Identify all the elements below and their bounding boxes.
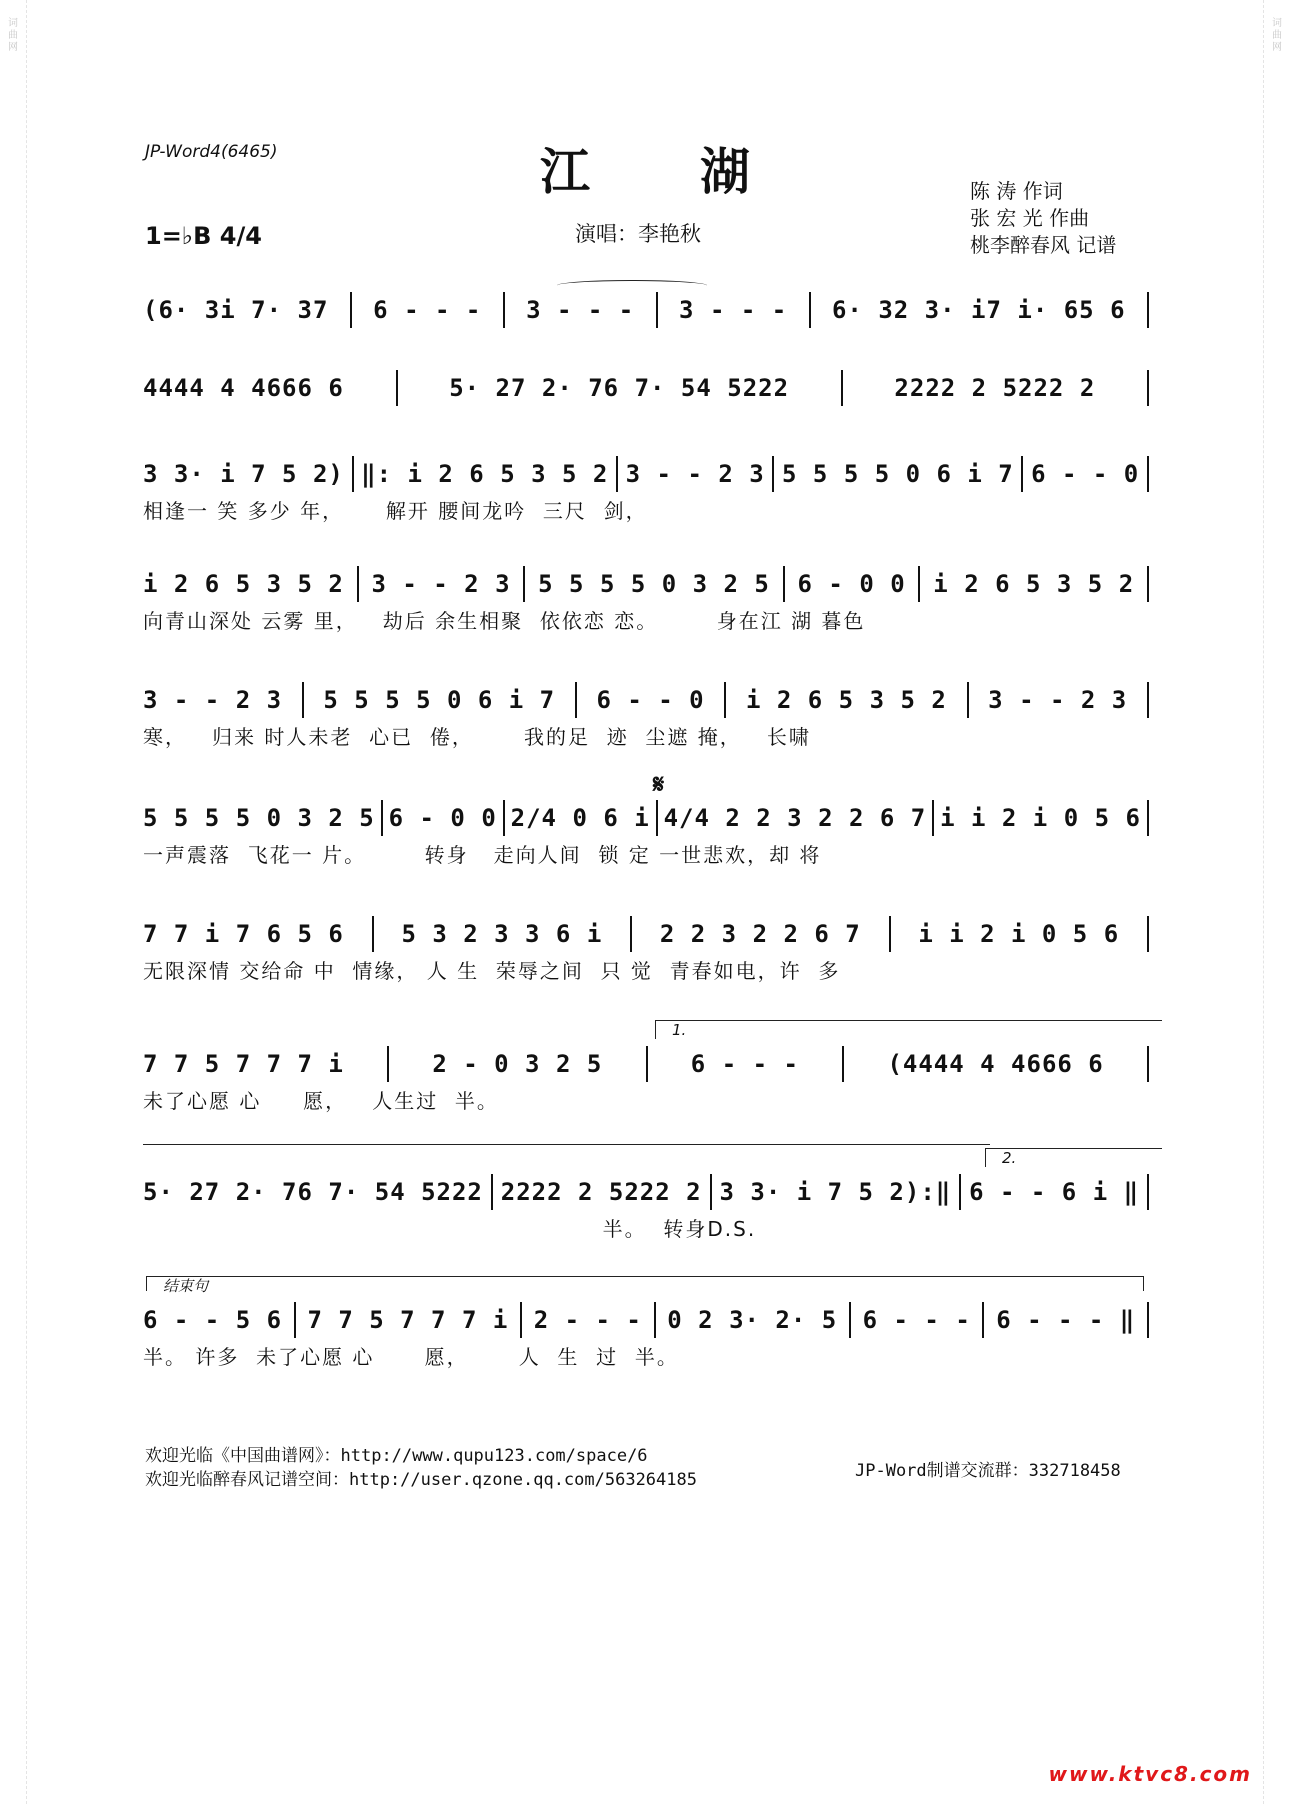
bar-line	[654, 1302, 656, 1338]
bar-line	[646, 1046, 648, 1082]
bar-line	[1147, 800, 1149, 836]
first-ending-label: 1.	[672, 1021, 687, 1039]
transcriber: 桃李醉春风 记谱	[970, 233, 1117, 257]
bar-line	[656, 292, 658, 328]
measure: 6 - 0 0	[388, 804, 497, 832]
bar-line	[381, 800, 383, 836]
lyrics-line: 一声震落 飞花一 片。 转身 走向人间 锁 定 一世悲欢，却 将	[143, 843, 822, 867]
bar-line	[710, 1174, 712, 1210]
bar-line	[724, 682, 726, 718]
measure: 6 - - 0	[596, 686, 705, 714]
bar-line	[630, 916, 632, 952]
measure: 5 3 2 3 3 6 i	[401, 920, 603, 948]
bar-line	[772, 456, 774, 492]
measure: (4444 4 4666 6	[887, 1050, 1104, 1078]
composer: 张 宏 光 作曲	[970, 206, 1090, 230]
measure: 5· 27 2· 76 7· 54 5222	[143, 1178, 483, 1206]
side-label: 词曲网	[8, 18, 18, 53]
bar-line	[1147, 566, 1149, 602]
side-watermark-left	[0, 0, 27, 1804]
first-ending	[655, 1020, 1162, 1039]
bar-line	[352, 456, 354, 492]
lyricist: 陈 涛 作词	[970, 179, 1063, 203]
lyrics-line: 相逢一 笑 多少 年， 解开 腰间龙吟 三尺 剑，	[143, 499, 648, 523]
bar-line	[967, 682, 969, 718]
lyrics-line: 半。 转身D.S.	[143, 1217, 757, 1241]
bar-line	[783, 566, 785, 602]
bar-line	[849, 1302, 851, 1338]
bar-line	[357, 566, 359, 602]
measure: 2 2 3 2 2 6 7	[659, 920, 861, 948]
page-title: 江湖	[540, 142, 860, 201]
measure: i i 2 i 0 5 6	[940, 804, 1141, 832]
measure: 3 - - 2 3	[143, 686, 283, 714]
bar-line	[889, 916, 891, 952]
coda-label: 结束句	[163, 1277, 209, 1295]
measure: 5 5 5 5 0 3 2 5	[538, 570, 770, 598]
bar-line	[656, 800, 658, 836]
bar-line	[1147, 370, 1149, 406]
bar-line	[841, 370, 843, 406]
bar-line	[1021, 456, 1023, 492]
bar-line	[1147, 456, 1149, 492]
measure: i i 2 i 0 5 6	[918, 920, 1120, 948]
measure: 6 - - -	[690, 1050, 799, 1078]
measure: 7 7 5 7 7 7 i	[307, 1306, 509, 1334]
measure: 3 - - 2 3	[371, 570, 511, 598]
bar-line	[1147, 682, 1149, 718]
lyrics-line: 无限深情 交给命 中 情缘， 人 生 荣辱之间 只 觉 青春如电，许 多	[143, 959, 841, 983]
bar-line	[491, 1174, 493, 1210]
measure: 6 - - 5 6	[143, 1306, 283, 1334]
measure: 2222 2 5222 2	[500, 1178, 702, 1206]
bar-line	[503, 292, 505, 328]
bar-line	[1147, 1046, 1149, 1082]
melody-line	[143, 1298, 1149, 1342]
measure: 6 - - - ‖	[996, 1306, 1136, 1334]
lyrics-line: 半。 许多 未了心愿 心 愿， 人 生 过 半。	[143, 1345, 679, 1369]
program-label: JP-Word4(6465)	[145, 142, 278, 162]
group-info: JP-Word制谱交流群：332718458	[855, 1461, 1121, 1481]
lyrics-line: 向青山深处 云雾 里， 劫后 余生相聚 依依恋 恋。 身在江 湖 暮色	[143, 609, 866, 633]
bar-line	[523, 566, 525, 602]
key-signature: 1=♭B 4/4	[145, 222, 262, 250]
bar-line	[396, 370, 398, 406]
measure: 3 - - 2 3	[988, 686, 1128, 714]
measure: 5 5 5 5 0 3 2 5	[143, 804, 375, 832]
measure: 2222 2 5222 2	[894, 374, 1096, 402]
measure: i 2 6 5 3 5 2	[745, 686, 947, 714]
bar-line	[1147, 1302, 1149, 1338]
bar-line	[932, 800, 934, 836]
measure: 4/4 2 2 3 2 2 6 7	[663, 804, 927, 832]
bar-line	[575, 682, 577, 718]
bar-line	[1147, 292, 1149, 328]
footer-link-qupu[interactable]: 欢迎光临《中国曲谱网》：http://www.qupu123.com/space/6	[145, 1446, 648, 1466]
segno-sign: 𝄋	[653, 770, 665, 800]
measure: 6· 32 3· i7 i· 65 6	[831, 296, 1126, 324]
measure: 6 - 0 0	[797, 570, 906, 598]
bar-line	[959, 1174, 961, 1210]
bar-line	[809, 292, 811, 328]
measure: 2 - - -	[533, 1306, 642, 1334]
bar-line	[294, 1302, 296, 1338]
lyrics-line: 寒， 归来 时人未老 心已 倦， 我的足 迹 尘遮 掩， 长啸	[143, 725, 811, 749]
measure: i 2 6 5 3 5 2	[143, 570, 344, 598]
measure: 3 - - -	[679, 296, 788, 324]
measure: 5· 27 2· 76 7· 54 5222	[449, 374, 790, 402]
bar-line	[302, 682, 304, 718]
lyrics-line: 未了心愿 心 愿， 人生过 半。	[143, 1089, 499, 1113]
coda-bracket	[146, 1276, 1144, 1295]
measure: 6 - - 6 i ‖	[969, 1178, 1140, 1206]
bar-line	[918, 566, 920, 602]
bar-line	[372, 916, 374, 952]
bar-line	[350, 292, 352, 328]
melody-line	[143, 796, 1149, 840]
measure: 6 - - -	[373, 296, 482, 324]
measure: 7 7 i 7 6 5 6	[143, 920, 344, 948]
bar-line	[1147, 1174, 1149, 1210]
measure: 2/4 0 6 i	[510, 804, 650, 832]
singer: 演唱：李艳秋	[575, 222, 701, 246]
second-ending	[985, 1148, 1162, 1167]
measure: 3 - - -	[526, 296, 635, 324]
melody-line	[143, 1042, 1149, 1086]
melody-line	[143, 912, 1149, 956]
measure: 3 3· i 7 5 2):‖	[719, 1178, 952, 1206]
side-label: 词曲网	[1272, 18, 1282, 53]
bar-line	[1147, 916, 1149, 952]
footer-link-qzone[interactable]: 欢迎光临醉春风记谱空间：http://user.qzone.qq.com/563264185	[145, 1470, 697, 1490]
second-ending-label: 2.	[1002, 1149, 1017, 1167]
tie-mark	[557, 280, 707, 291]
bar-line	[982, 1302, 984, 1338]
melody-line	[143, 366, 1149, 410]
first-ending-line	[143, 1144, 990, 1145]
measure: ‖: i 2 6 5 3 5 2	[361, 460, 609, 488]
bar-line	[842, 1046, 844, 1082]
melody-line	[143, 1170, 1149, 1214]
bar-line	[387, 1046, 389, 1082]
site-watermark: www.ktvc8.com	[1048, 1762, 1252, 1786]
measure: 7 7 5 7 7 7 i	[143, 1050, 344, 1078]
bar-line	[616, 456, 618, 492]
footer	[145, 1444, 697, 1492]
measure: 5 5 5 5 0 6 i 7	[323, 686, 556, 714]
bar-line	[520, 1302, 522, 1338]
measure: 4444 4 4666 6	[143, 374, 344, 402]
measure: 3 3· i 7 5 2)	[143, 460, 344, 488]
measure: 2 - 0 3 2 5	[432, 1050, 603, 1078]
credits	[970, 178, 1116, 259]
measure: 6 - - 0	[1031, 460, 1140, 488]
side-watermark-right	[1263, 0, 1290, 1804]
melody-line	[143, 562, 1149, 606]
bar-line	[503, 800, 505, 836]
measure: (6· 3i 7· 37	[143, 296, 329, 324]
measure: 6 - - -	[862, 1306, 971, 1334]
measure: i 2 6 5 3 5 2	[933, 570, 1135, 598]
measure: 5 5 5 5 0 6 i 7	[782, 460, 1014, 488]
measure: 3 - - 2 3	[625, 460, 765, 488]
measure: 0 2 3· 2· 5	[667, 1306, 838, 1334]
melody-line	[143, 678, 1149, 722]
melody-line	[143, 288, 1149, 332]
melody-line	[143, 452, 1149, 496]
